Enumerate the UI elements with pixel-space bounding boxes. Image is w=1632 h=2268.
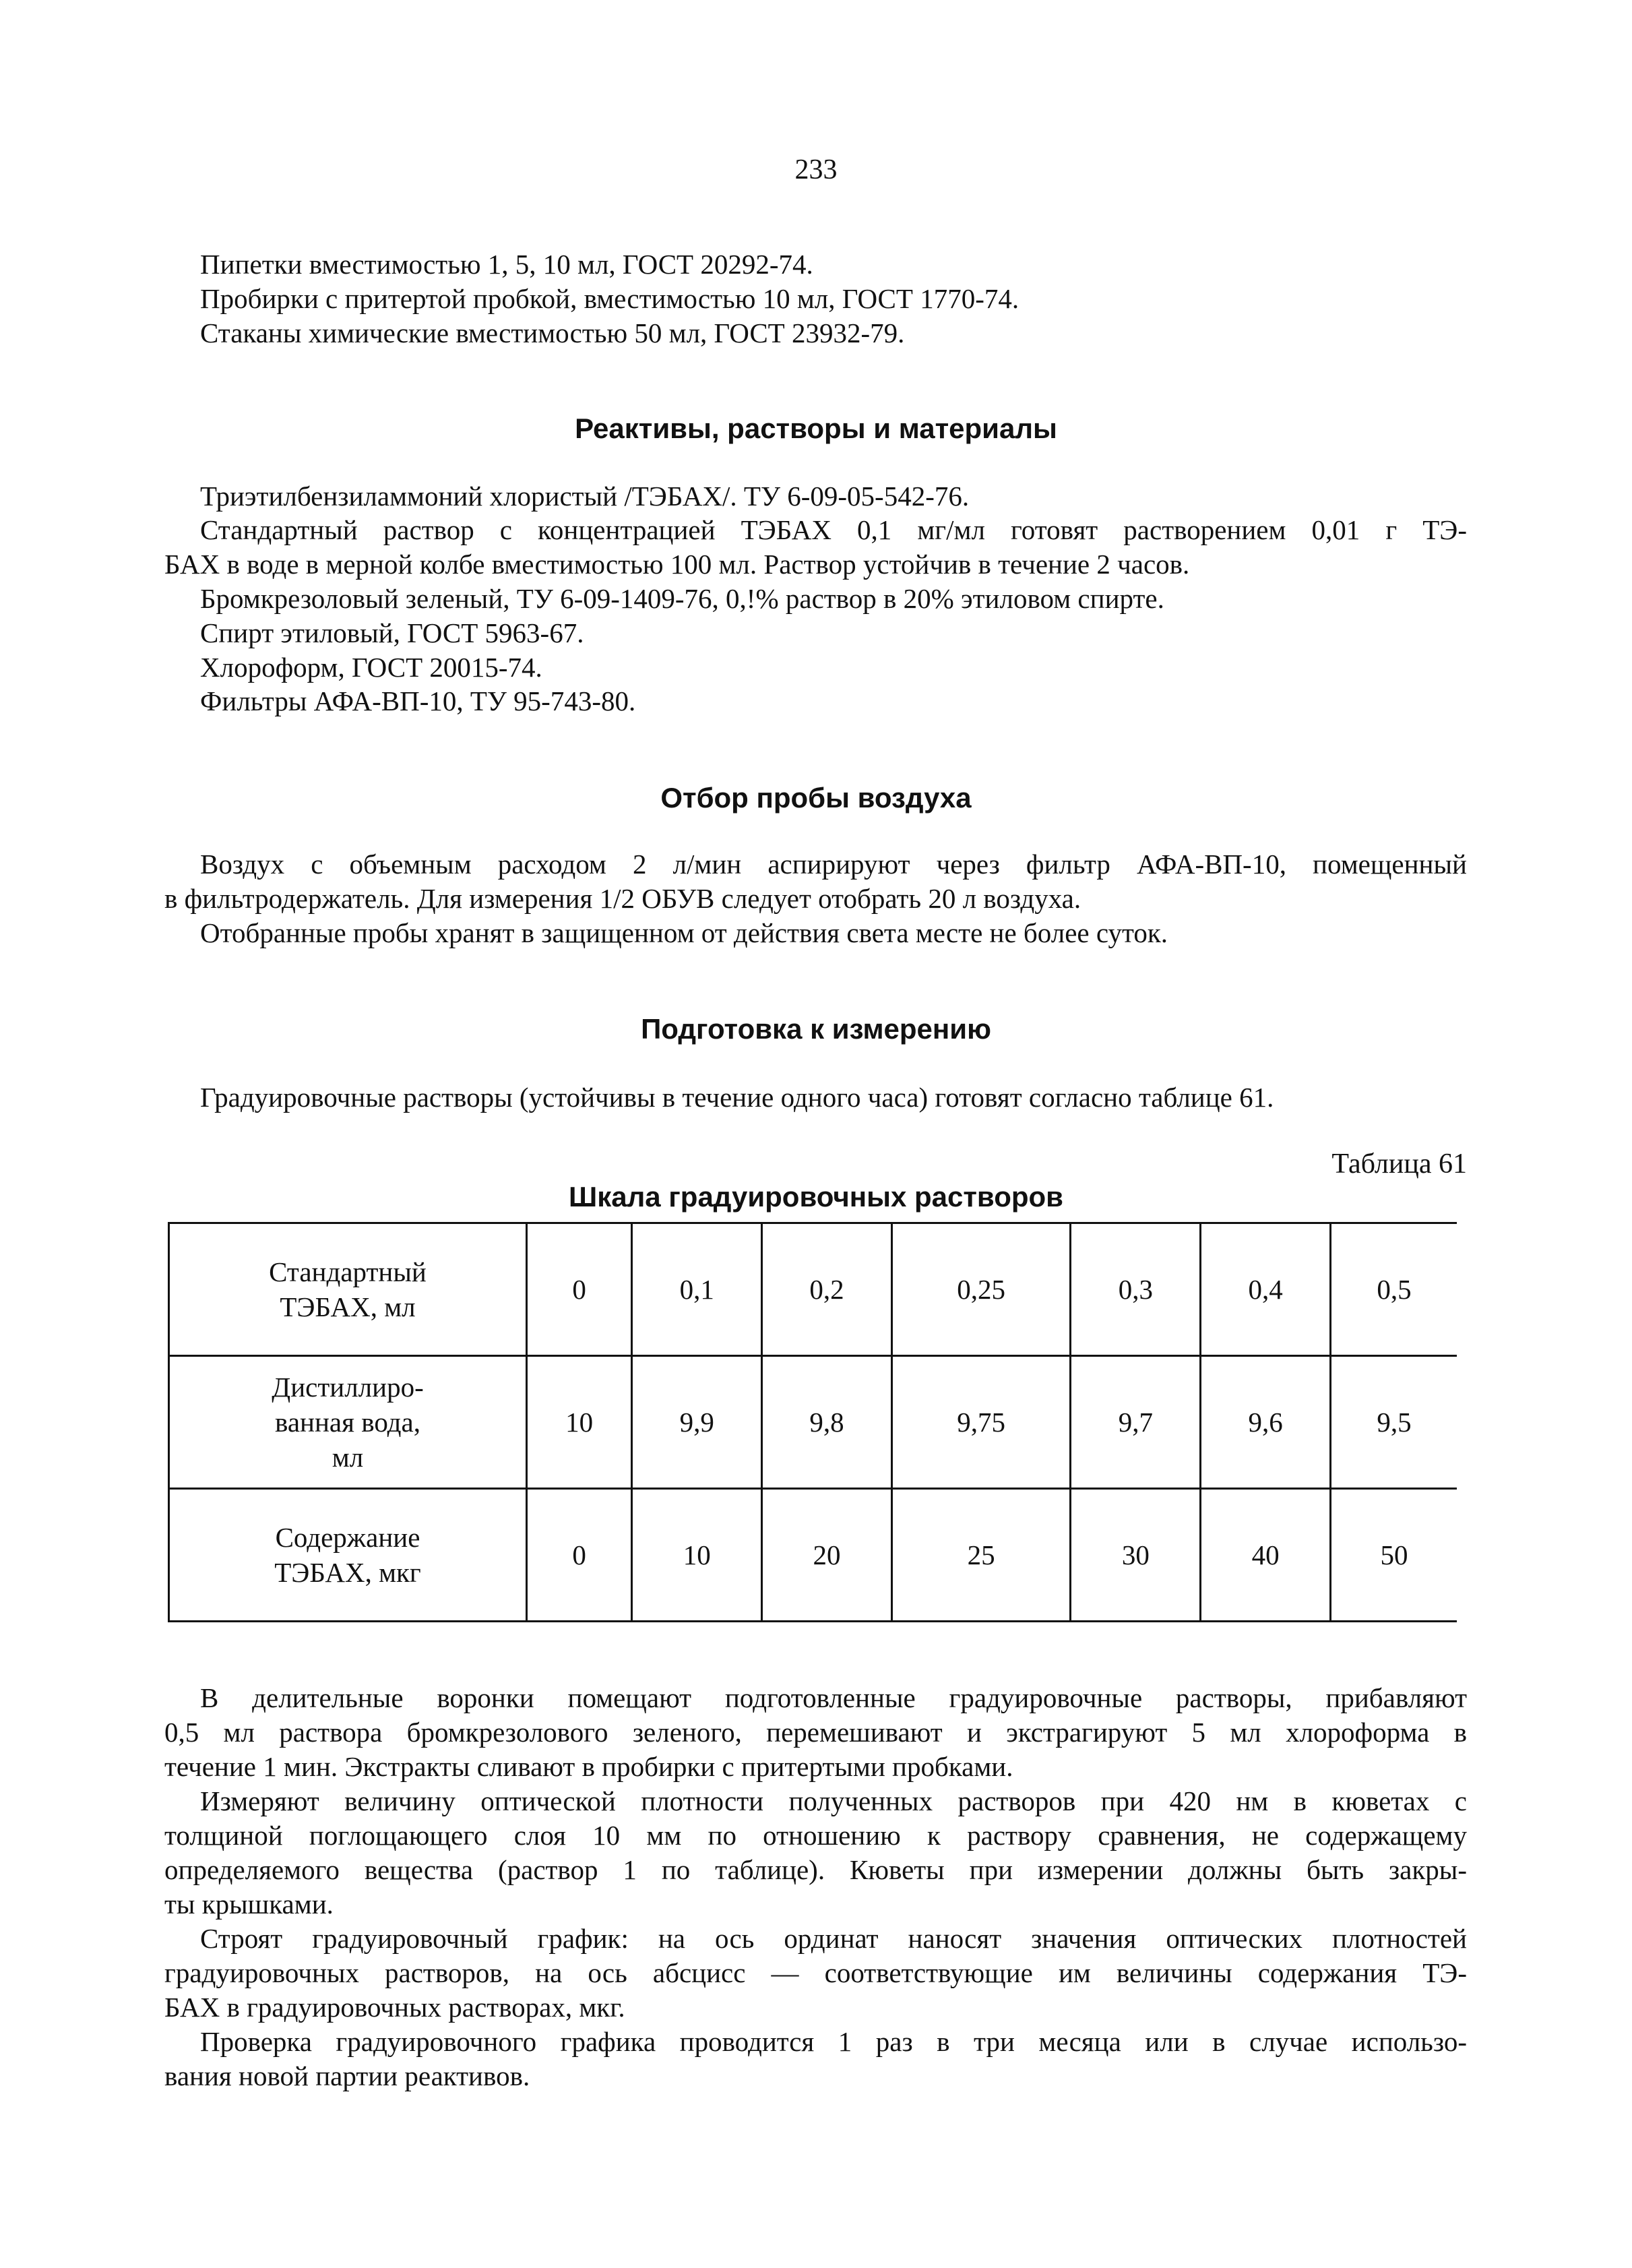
row-header-line: ТЭБАХ, мл <box>280 1291 416 1322</box>
reagent-line-3: Бромкрезоловый зеленый, ТУ 6-09-1409-76, 0,!% раствор в 20% этиловом спирте. <box>200 583 1164 614</box>
table-cell: 40 <box>1201 1489 1331 1622</box>
para-3-line-b: градуировочных растворов, на ось абсцисс — соответствующие им величины содержания ТЭ- <box>164 1957 1467 1988</box>
table-cell: 9,75 <box>891 1356 1071 1489</box>
equipment-line-1: Пипетки вместимостью 1, 5, 10 мл, ГОСТ 20292-74. <box>200 249 813 280</box>
para-1-line-a: В делительные воронки помещают подготовленные градуировочные растворы, прибавляют <box>200 1682 1467 1713</box>
reagents-heading: Реактивы, растворы и материалы <box>575 412 1057 444</box>
reagent-line-5: Хлороформ, ГОСТ 20015-74. <box>200 652 542 683</box>
row-header-line: Содержание <box>275 1522 420 1553</box>
row-header-water <box>169 1356 527 1489</box>
table-cell: 0,5 <box>1331 1223 1457 1356</box>
calibration-table <box>168 1222 1457 1622</box>
table-number: Таблица 61 <box>1331 1148 1467 1179</box>
equipment-line-2: Пробирки с притертой пробкой, вместимостью 10 мл, ГОСТ 1770-74. <box>200 283 1019 314</box>
para-4-line-b: вания новой партии реактивов. <box>164 2060 530 2091</box>
row-header-line: мл <box>332 1442 364 1473</box>
table-cell: 9,6 <box>1201 1356 1331 1489</box>
table-row <box>169 1489 1457 1622</box>
row-header-line: ТЭБАХ, мкг <box>274 1557 421 1588</box>
row-header-line: Дистиллиро- <box>272 1372 424 1403</box>
table-row <box>169 1356 1457 1489</box>
table-cell: 0 <box>527 1223 632 1356</box>
table-cell: 10 <box>527 1356 632 1489</box>
table-cell: 0,25 <box>891 1223 1071 1356</box>
reagent-line-4: Спирт этиловый, ГОСТ 5963-67. <box>200 617 584 648</box>
row-header-line: Стандартный <box>269 1256 427 1287</box>
reagent-line-1: Триэтилбензиламмоний хлористый /ТЭБАХ/. ТУ 6-09-05-542-76. <box>200 481 970 512</box>
row-header-standard <box>169 1223 527 1356</box>
table-cell: 30 <box>1071 1489 1201 1622</box>
table-cell: 10 <box>632 1489 762 1622</box>
reagent-line-2a: Стандартный раствор с концентрацией ТЭБАХ 0,1 мг/мл готовят растворением 0,01 г ТЭ- <box>200 514 1467 545</box>
table-cell: 9,8 <box>762 1356 892 1489</box>
para-4-line-a: Проверка градуировочного графика проводится 1 раз в три месяца или в случае использо- <box>200 2026 1467 2057</box>
equipment-line-3: Стаканы химические вместимостью 50 мл, ГОСТ 23932-79. <box>200 317 905 348</box>
table-title: Шкала градуировочных растворов <box>569 1181 1063 1213</box>
para-3-line-c: БАХ в градуировочных растворах, мкг. <box>164 1992 625 2023</box>
table-cell: 20 <box>762 1489 892 1622</box>
para-2-line-c: определяемого вещества (раствор 1 по таблице). Кюветы при измерении должны быть закры- <box>164 1854 1467 1885</box>
para-1-line-b: 0,5 мл раствора бромкрезолового зеленого, перемешивают и экстрагируют 5 мл хлороформа в <box>164 1717 1467 1748</box>
table-cell: 9,7 <box>1071 1356 1201 1489</box>
table-cell: 9,5 <box>1331 1356 1457 1489</box>
row-header-line: ванная вода, <box>275 1407 420 1438</box>
table-cell: 0 <box>527 1489 632 1622</box>
table-cell: 0,3 <box>1071 1223 1201 1356</box>
table-cell: 0,1 <box>632 1223 762 1356</box>
row-header-content <box>169 1489 527 1622</box>
para-3-line-a: Строят градуировочный график: на ось ординат наносят значения оптических плотностей <box>200 1923 1467 1954</box>
preparation-line-1: Градуировочные растворы (устойчивы в течение одного часа) готовят согласно таблице 61. <box>200 1082 1274 1113</box>
para-1-line-c: течение 1 мин. Экстракты сливают в пробирки с притертыми пробками. <box>164 1751 1013 1782</box>
para-2-line-d: ты крышками. <box>164 1889 334 1920</box>
table-cell: 0,4 <box>1201 1223 1331 1356</box>
reagent-line-2b: БАХ в воде в мерной колбе вместимостью 100 мл. Раствор устойчив в течение 2 часов. <box>164 549 1190 580</box>
table-cell: 25 <box>891 1489 1071 1622</box>
table-cell: 50 <box>1331 1489 1457 1622</box>
table-cell: 0,2 <box>762 1223 892 1356</box>
para-2-line-a: Измеряют величину оптической плотности полученных растворов при 420 нм в кюветах с <box>200 1785 1467 1816</box>
page-number: 233 <box>794 154 838 185</box>
sampling-line-1b: в фильтродержатель. Для измерения 1/2 ОБУВ следует отобрать 20 л воздуха. <box>164 883 1081 914</box>
reagent-line-6: Фильтры АФА-ВП-10, ТУ 95-743-80. <box>200 685 636 716</box>
sampling-line-1a: Воздух с объемным расходом 2 л/мин аспирируют через фильтр АФА-ВП-10, помещенный <box>200 849 1467 880</box>
table-row <box>169 1223 1457 1356</box>
table-cell: 9,9 <box>632 1356 762 1489</box>
sampling-heading: Отбор пробы воздуха <box>660 782 972 814</box>
preparation-heading: Подготовка к измерению <box>641 1013 991 1045</box>
sampling-line-2: Отобранные пробы хранят в защищенном от действия света месте не более суток. <box>200 917 1168 948</box>
para-2-line-b: толщиной поглощающего слоя 10 мм по отношению к раствору сравнения, не содержащему <box>164 1820 1467 1851</box>
